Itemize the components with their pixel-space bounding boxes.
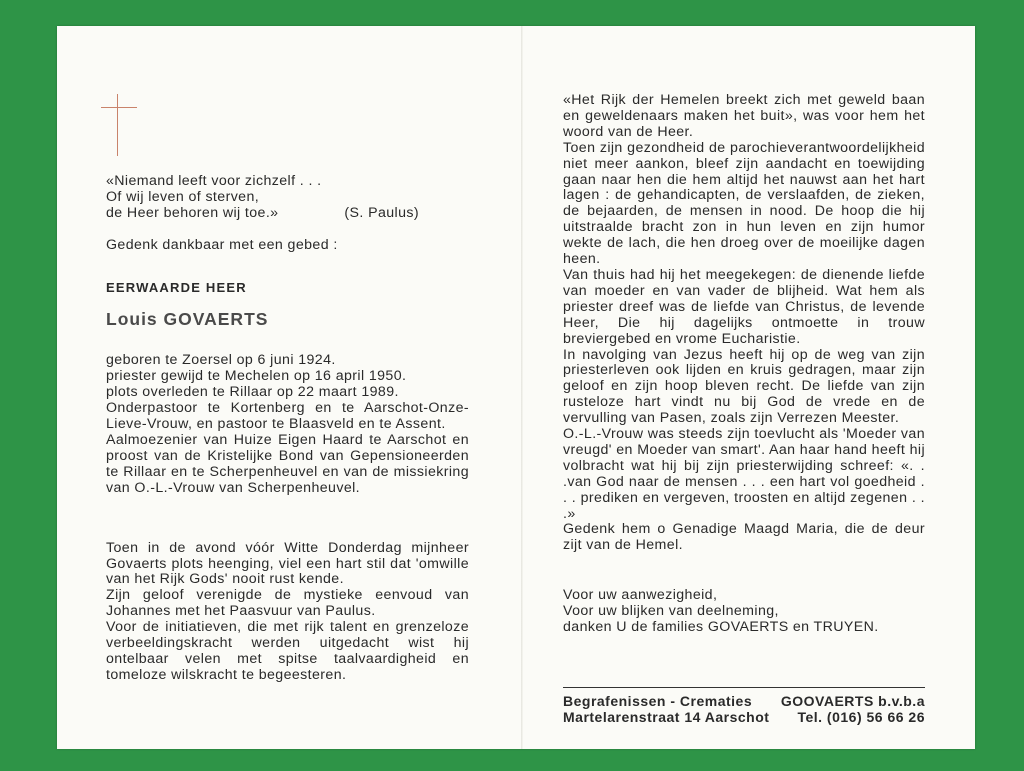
thanks-text: Voor uw aanwezigheid, Voor uw blijken van deelneming, danken U de families GOVAERTS en TRUYEN. [563, 587, 879, 636]
deceased-name: Louis GOVAERTS [106, 308, 269, 329]
footer-services: Begrafenissen - Crematies [563, 693, 753, 709]
honorific-title: EERWAARDE HEER [106, 279, 247, 295]
funeral-home-footer [563, 687, 925, 725]
gedenk-line: Gedenk dankbaar met een gebed : [106, 236, 338, 253]
footer-company: GOOVAERTS b.v.b.a [780, 693, 925, 709]
eulogy-text: Toen in de avond vóór Witte Donderdag mijnheer Govaerts plots heenging, viel een hart stil dat 'omwille van het Rijk Gods' nooit rust kende. Zijn geloof verenigde de mystieke eenvoud van Johannes met het Paasvuur van Paulus. Voor de initiatieven, die met rijk talent en grenzeloze verbeeldingskracht werden uitgedacht wist hij ontelbaar velen met spitse taalvaardigheid en tomeloze wilskracht te begeesteren. [106, 539, 469, 683]
card-fold [521, 26, 523, 749]
cross-icon [101, 94, 139, 156]
left-page [106, 174, 469, 684]
footer-phone: Tel. (016) 56 66 26 [797, 708, 925, 725]
right-page [563, 93, 925, 636]
memorial-card [57, 26, 975, 749]
biography: geboren te Zoersel op 6 juni 1924. priester gewijd te Mechelen op 16 april 1950. plots overleden te Rillaar op 22 maart 1989. Onderpastoor te Kortenberg en te Aarschot-Onze-Lieve-Vrouw, en pastoor te Blaasveld en te Assent. Aalmoezenier van Huize Eigen Haard te Aarschot en proost van de Kristelijke Bond van Gepensioneerden te Rillaar en te Scherpenheuvel en van de missiekring van O.-L.-Vrouw van Scherpenheuvel. [106, 352, 469, 496]
quote-attribution: (S. Paulus) [344, 204, 419, 221]
quote-text: «Niemand leeft voor zichzelf . . . Of wij leven of sterven, de Heer behoren wij toe.» [106, 173, 322, 221]
eulogy-continued: «Het Rijk der Hemelen breekt zich met geweld baan en geweldenaars maken het buit», was voor hem het woord van de Heer. Toen zijn gezondheid de parochieverantwoordelijkheid niet meer aankon, bleef zijn aandacht en toewijding gaan naar hen die hem altijd het nauwst aan het hart lagen : de gehandicapten, de verslaafden, de zieken, de bejaarden, de mensen in nood. De hoop die hij uitstraalde bracht zon in hun leven en zijn humor wekte de lach, die hen droeg over de moeilijke dagen heen. Van thuis had hij het meegekegen: de dienende liefde van moeder en van vader de blijheid. Wat hem als priester dreef was de liefde van Christus, de levende Heer, Die hij dagelijks ontmoette in trouw breviergebed en vrome Eucharistie. In navolging van Jezus heeft hij op de weg van zijn priesterleven ook lijden en kruis gedragen, maar zijn geloof en zijn hoop bleven recht. De liefde van zijn rusteloze hart vindt nu bij God de vrede en de vervulling van Pasen, zoals zijn Verrezen Meester. O.-L.-Vrouw was steeds zijn toevlucht als 'Moeder van vreugd' en Moeder van smart'. Aan haar hand heeft hij volbracht wat hij bij zijn priesterwijding schreef: «. . .van God naar de mensen . . . een hart vol goedheid . . . prediken en vergeven, troosten en altijd zegenen . . .» Gedenk hem o Genadige Maagd Maria, die de deur zijt van de Hemel. [563, 92, 925, 554]
footer-address: Martelarenstraat 14 Aarschot [563, 708, 770, 725]
quote-block [106, 174, 469, 222]
